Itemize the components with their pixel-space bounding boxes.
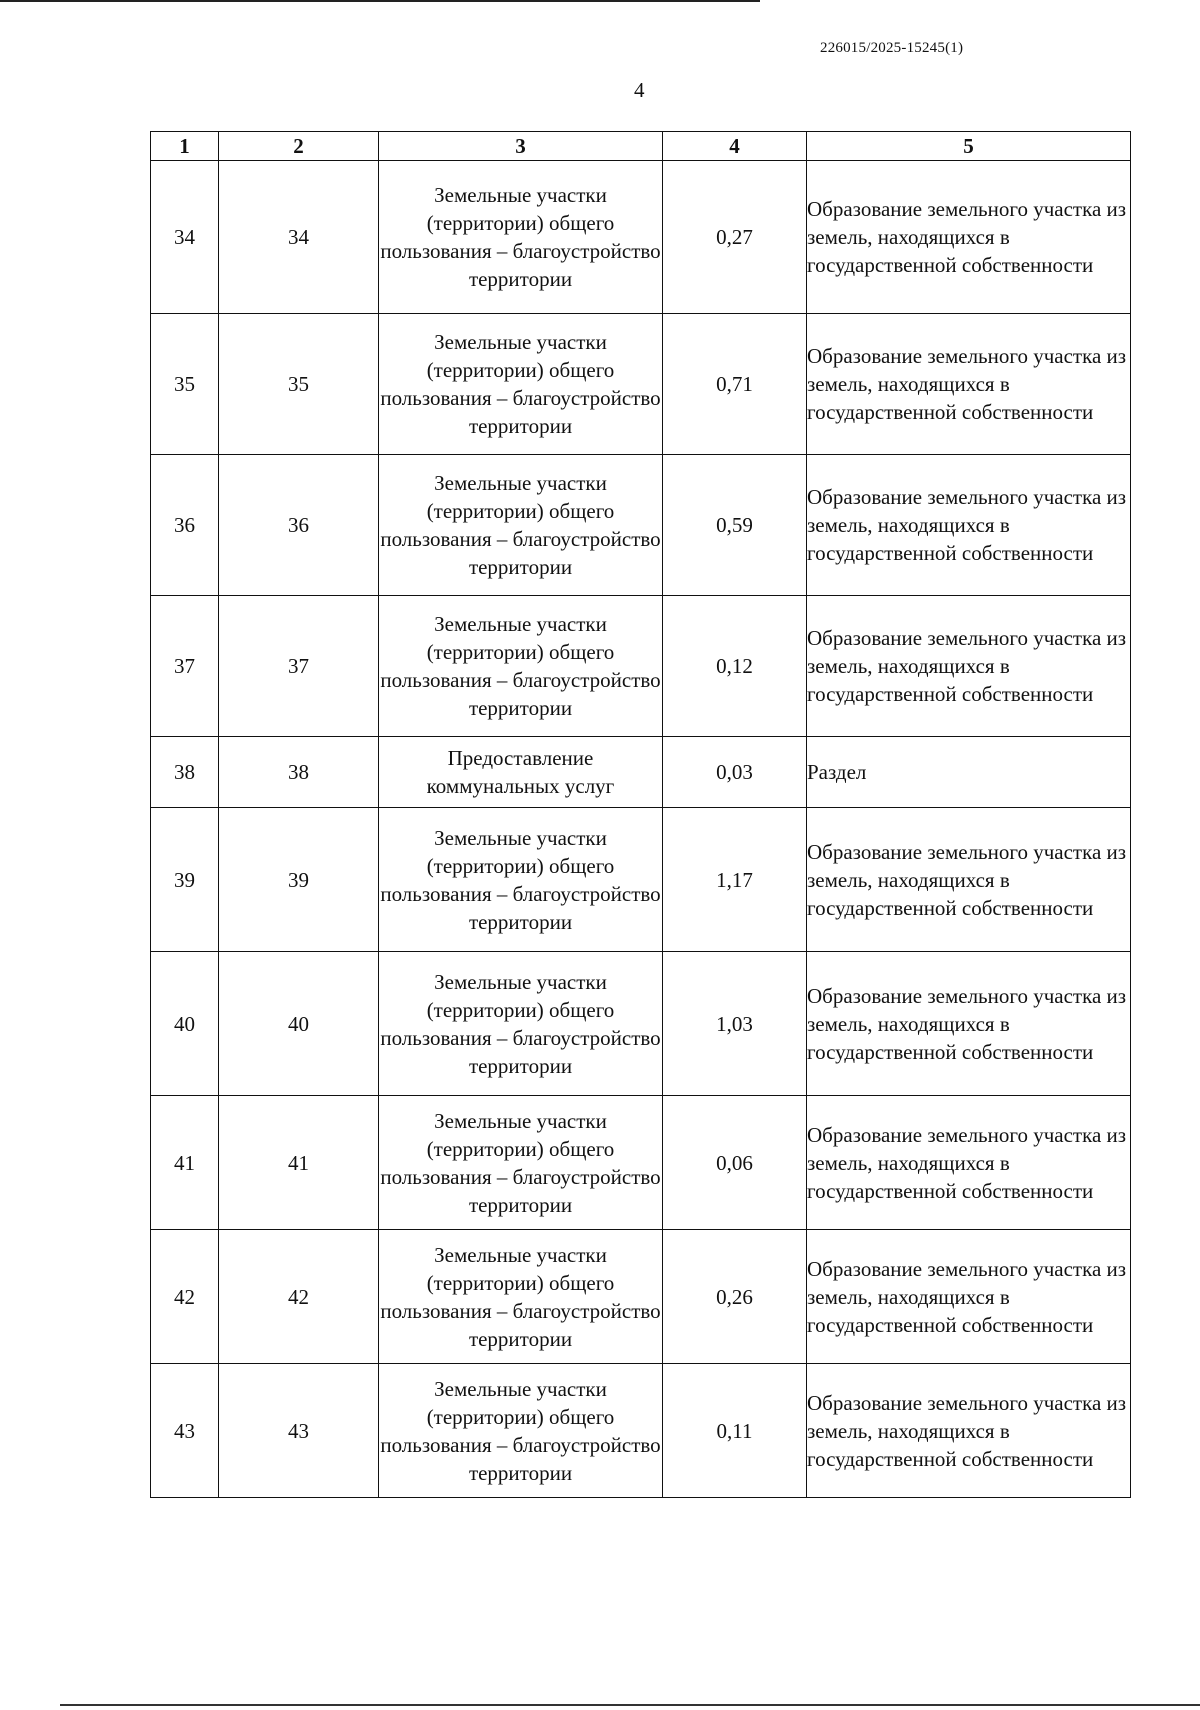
cell-row-number: 42 (151, 1230, 219, 1364)
cell-area: 0,06 (663, 1096, 807, 1230)
cell-area: 0,27 (663, 161, 807, 314)
cell-permitted-use: Земельные участки (территории) общего пользования – благоустройство территории (379, 808, 663, 952)
cell-area: 0,11 (663, 1364, 807, 1498)
cell-plot-number: 40 (219, 952, 379, 1096)
column-header-4: 4 (663, 132, 807, 161)
cell-row-number: 41 (151, 1096, 219, 1230)
cell-permitted-use: Земельные участки (территории) общего пользования – благоустройство территории (379, 455, 663, 596)
table-row (151, 596, 1131, 737)
cell-permitted-use: Земельные участки (территории) общего пользования – благоустройство территории (379, 161, 663, 314)
cell-permitted-use: Земельные участки (территории) общего пользования – благоустройство территории (379, 596, 663, 737)
cell-formation-method: Образование земельного участка из земель, находящихся в государственной собственности (807, 596, 1131, 737)
cell-row-number: 38 (151, 737, 219, 808)
cell-area: 0,71 (663, 314, 807, 455)
table-row (151, 737, 1131, 808)
cell-formation-method: Раздел (807, 737, 1131, 808)
land-plots-table (150, 131, 1131, 1498)
cell-plot-number: 36 (219, 455, 379, 596)
cell-area: 0,12 (663, 596, 807, 737)
page-number: 4 (634, 78, 645, 102)
cell-row-number: 40 (151, 952, 219, 1096)
table-row (151, 1364, 1131, 1498)
table-row (151, 1230, 1131, 1364)
cell-permitted-use: Земельные участки (территории) общего пользования – благоустройство территории (379, 1364, 663, 1498)
registration-number: 226015/2025-15245(1) (820, 40, 964, 56)
table-body (151, 161, 1131, 1498)
table-header-row (151, 132, 1131, 161)
table-row (151, 455, 1131, 596)
cell-plot-number: 39 (219, 808, 379, 952)
cell-formation-method: Образование земельного участка из земель, находящихся в государственной собственности (807, 314, 1131, 455)
table-row (151, 161, 1131, 314)
cell-formation-method: Образование земельного участка из земель, находящихся в государственной собственности (807, 952, 1131, 1096)
cell-formation-method: Образование земельного участка из земель, находящихся в государственной собственности (807, 161, 1131, 314)
cell-formation-method: Образование земельного участка из земель, находящихся в государственной собственности (807, 455, 1131, 596)
table-row (151, 952, 1131, 1096)
column-header-2: 2 (219, 132, 379, 161)
cell-permitted-use: Земельные участки (территории) общего пользования – благоустройство территории (379, 1096, 663, 1230)
cell-formation-method: Образование земельного участка из земель, находящихся в государственной собственности (807, 1364, 1131, 1498)
scan-edge-bottom (60, 1704, 1200, 1706)
cell-area: 0,03 (663, 737, 807, 808)
cell-permitted-use: Земельные участки (территории) общего пользования – благоустройство территории (379, 952, 663, 1096)
cell-formation-method: Образование земельного участка из земель, находящихся в государственной собственности (807, 1230, 1131, 1364)
cell-row-number: 35 (151, 314, 219, 455)
table-row (151, 1096, 1131, 1230)
cell-area: 1,03 (663, 952, 807, 1096)
cell-plot-number: 42 (219, 1230, 379, 1364)
cell-formation-method: Образование земельного участка из земель, находящихся в государственной собственности (807, 1096, 1131, 1230)
cell-plot-number: 43 (219, 1364, 379, 1498)
cell-plot-number: 37 (219, 596, 379, 737)
cell-row-number: 37 (151, 596, 219, 737)
scan-edge-top (0, 0, 760, 2)
cell-plot-number: 34 (219, 161, 379, 314)
cell-row-number: 39 (151, 808, 219, 952)
cell-row-number: 36 (151, 455, 219, 596)
cell-row-number: 43 (151, 1364, 219, 1498)
cell-permitted-use: Земельные участки (территории) общего пользования – благоустройство территории (379, 314, 663, 455)
cell-area: 0,59 (663, 455, 807, 596)
cell-area: 1,17 (663, 808, 807, 952)
column-header-5: 5 (807, 132, 1131, 161)
cell-plot-number: 35 (219, 314, 379, 455)
cell-plot-number: 38 (219, 737, 379, 808)
cell-row-number: 34 (151, 161, 219, 314)
column-header-1: 1 (151, 132, 219, 161)
table-header (151, 132, 1131, 161)
cell-permitted-use: Предоставление коммунальных услуг (379, 737, 663, 808)
column-header-3: 3 (379, 132, 663, 161)
table-row (151, 808, 1131, 952)
cell-plot-number: 41 (219, 1096, 379, 1230)
cell-formation-method: Образование земельного участка из земель, находящихся в государственной собственности (807, 808, 1131, 952)
cell-permitted-use: Земельные участки (территории) общего пользования – благоустройство территории (379, 1230, 663, 1364)
table-row (151, 314, 1131, 455)
cell-area: 0,26 (663, 1230, 807, 1364)
